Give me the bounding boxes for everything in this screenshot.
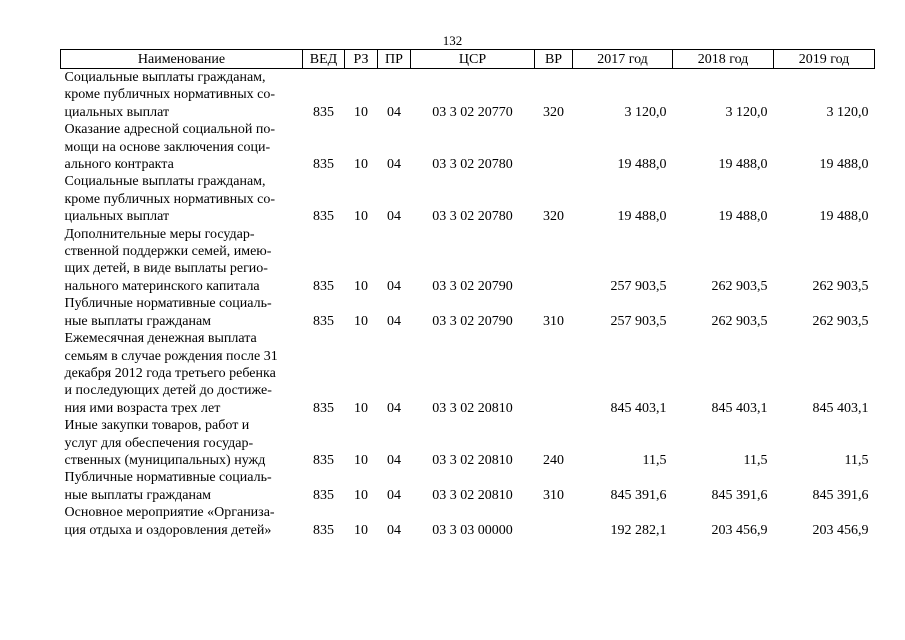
- cell-vr: [535, 504, 573, 539]
- cell-rz: 10: [354, 104, 368, 120]
- name-line: щих детей, в виде выплаты регио-: [64, 261, 268, 277]
- name-line: циальных выплат: [64, 209, 170, 225]
- name-line: Оказание адресной социальной по-: [64, 122, 275, 138]
- cell-rz: 10: [354, 452, 368, 468]
- name-line: услуг для обеспечения государ-: [64, 435, 254, 451]
- cell-vr: [535, 226, 573, 296]
- name-line: кроме публичных нормативных со-: [64, 87, 275, 103]
- cell-pr: 04: [387, 313, 401, 329]
- cell-name: [61, 469, 303, 504]
- cell-pr: 04: [387, 400, 401, 416]
- cell-pr: 04: [387, 157, 401, 173]
- table-row: [61, 330, 875, 417]
- cell-csr: 03 3 02 20770: [432, 104, 513, 120]
- table-row: [61, 469, 875, 504]
- name-line: ального контракта: [64, 157, 174, 173]
- budget-table: [60, 49, 875, 539]
- cell-ved: 835: [313, 313, 334, 329]
- cell-2017: 19 488,0: [617, 209, 667, 225]
- cell-pr: 04: [387, 522, 401, 538]
- cell-2019: 19 488,0: [819, 157, 869, 173]
- cell-ved: 835: [313, 522, 334, 538]
- cell-rz: 10: [354, 487, 368, 503]
- header-2017: 2017 год: [573, 50, 673, 69]
- table-row: [61, 121, 875, 173]
- name-line: нального материнского капитала: [64, 278, 260, 294]
- cell-rz: 10: [354, 400, 368, 416]
- name-line: семьям в случае рождения после 31: [64, 348, 278, 364]
- header-2019: 2019 год: [774, 50, 875, 69]
- name-line: Публичные нормативные социаль-: [64, 470, 272, 486]
- cell-ved: 835: [313, 278, 334, 294]
- cell-ved: 835: [313, 209, 334, 225]
- cell-name: [61, 226, 303, 296]
- cell-csr: 03 3 02 20790: [432, 278, 513, 294]
- cell-pr: 04: [387, 452, 401, 468]
- cell-csr: 03 3 02 20790: [432, 313, 513, 329]
- name-line: ния ими возраста трех лет: [64, 400, 221, 416]
- page-number: 132: [442, 33, 463, 48]
- cell-2019: 262 903,5: [812, 278, 869, 294]
- cell-2017: 19 488,0: [617, 157, 667, 173]
- cell-vr: 240: [543, 452, 564, 468]
- name-line: ственной поддержки семей, имею-: [64, 244, 272, 260]
- cell-csr: 03 3 02 20780: [432, 157, 513, 173]
- cell-pr: 04: [387, 487, 401, 503]
- cell-name: [61, 504, 303, 539]
- table-row: [61, 417, 875, 469]
- name-line: ные выплаты гражданам: [64, 313, 212, 329]
- cell-rz: 10: [354, 522, 368, 538]
- cell-2018: 262 903,5: [711, 278, 768, 294]
- table-body: [61, 69, 875, 539]
- cell-2017: 11,5: [642, 452, 667, 468]
- cell-2017: 3 120,0: [624, 104, 667, 120]
- cell-2018: 203 456,9: [711, 522, 768, 538]
- cell-vr: 310: [543, 313, 564, 329]
- cell-2019: 11,5: [844, 452, 869, 468]
- cell-ved: 835: [313, 157, 334, 173]
- cell-2019: 845 391,6: [812, 487, 869, 503]
- header-name: Наименование: [61, 50, 303, 69]
- name-line: ственных (муниципальных) нужд: [64, 452, 266, 468]
- cell-vr: 320: [543, 104, 564, 120]
- cell-rz: 10: [354, 313, 368, 329]
- cell-2017: 845 403,1: [610, 400, 667, 416]
- cell-2018: 845 403,1: [711, 400, 768, 416]
- cell-2019: 262 903,5: [812, 313, 869, 329]
- cell-name: [61, 295, 303, 330]
- cell-csr: 03 3 02 20810: [432, 487, 513, 503]
- cell-pr: 04: [387, 209, 401, 225]
- cell-csr: 03 3 03 00000: [432, 522, 513, 538]
- header-2018: 2018 год: [673, 50, 774, 69]
- cell-pr: 04: [387, 104, 401, 120]
- table-row: [61, 295, 875, 330]
- cell-2018: 11,5: [743, 452, 768, 468]
- cell-ved: 835: [313, 400, 334, 416]
- cell-2018: 3 120,0: [725, 104, 768, 120]
- table-row: [61, 504, 875, 539]
- table-row: [61, 173, 875, 225]
- cell-2017: 257 903,5: [610, 278, 667, 294]
- name-line: Основное мероприятие «Организа-: [64, 505, 275, 521]
- name-line: Иные закупки товаров, работ и: [64, 418, 250, 434]
- cell-csr: 03 3 02 20810: [432, 452, 513, 468]
- cell-vr: [535, 121, 573, 173]
- cell-2019: 3 120,0: [826, 104, 869, 120]
- name-line: циальных выплат: [64, 104, 170, 120]
- cell-2018: 262 903,5: [711, 313, 768, 329]
- cell-name: [61, 417, 303, 469]
- cell-name: [61, 173, 303, 225]
- cell-2017: 845 391,6: [610, 487, 667, 503]
- name-line: Социальные выплаты гражданам,: [64, 174, 266, 190]
- cell-2019: 203 456,9: [812, 522, 869, 538]
- table-row: [61, 69, 875, 122]
- name-line: ные выплаты гражданам: [64, 487, 212, 503]
- cell-rz: 10: [354, 157, 368, 173]
- name-line: декабря 2012 года третьего ребенка: [64, 365, 276, 381]
- cell-pr: 04: [387, 278, 401, 294]
- cell-rz: 10: [354, 278, 368, 294]
- cell-2019: 19 488,0: [819, 209, 869, 225]
- cell-2017: 257 903,5: [610, 313, 667, 329]
- name-line: Публичные нормативные социаль-: [64, 296, 272, 312]
- cell-csr: 03 3 02 20780: [432, 209, 513, 225]
- name-line: Ежемесячная денежная выплата: [64, 331, 257, 347]
- table-header-row: [61, 50, 875, 69]
- cell-2018: 19 488,0: [718, 157, 768, 173]
- cell-name: [61, 330, 303, 417]
- header-vr: ВР: [535, 50, 573, 69]
- header-pr: ПР: [378, 50, 411, 69]
- cell-2019: 845 403,1: [812, 400, 869, 416]
- cell-name: [61, 121, 303, 173]
- cell-ved: 835: [313, 487, 334, 503]
- name-line: Дополнительные меры государ-: [64, 226, 255, 242]
- name-line: мощи на основе заключения соци-: [64, 139, 271, 155]
- cell-ved: 835: [313, 104, 334, 120]
- cell-rz: 10: [354, 209, 368, 225]
- cell-2017: 192 282,1: [610, 522, 667, 538]
- name-line: и последующих детей до достиже-: [64, 383, 272, 399]
- table-row: [61, 226, 875, 296]
- header-csr: ЦСР: [411, 50, 535, 69]
- cell-vr: [535, 330, 573, 417]
- header-rz: РЗ: [345, 50, 378, 69]
- name-line: кроме публичных нормативных со-: [64, 191, 275, 207]
- cell-ved: 835: [313, 452, 334, 468]
- header-ved: ВЕД: [303, 50, 345, 69]
- name-line: Социальные выплаты гражданам,: [64, 70, 266, 85]
- cell-vr: 310: [543, 487, 564, 503]
- cell-name: [61, 69, 303, 122]
- cell-2018: 19 488,0: [718, 209, 768, 225]
- cell-vr: 320: [543, 209, 564, 225]
- name-line: ция отдыха и оздоровления детей»: [64, 522, 272, 538]
- cell-csr: 03 3 02 20810: [432, 400, 513, 416]
- cell-2018: 845 391,6: [711, 487, 768, 503]
